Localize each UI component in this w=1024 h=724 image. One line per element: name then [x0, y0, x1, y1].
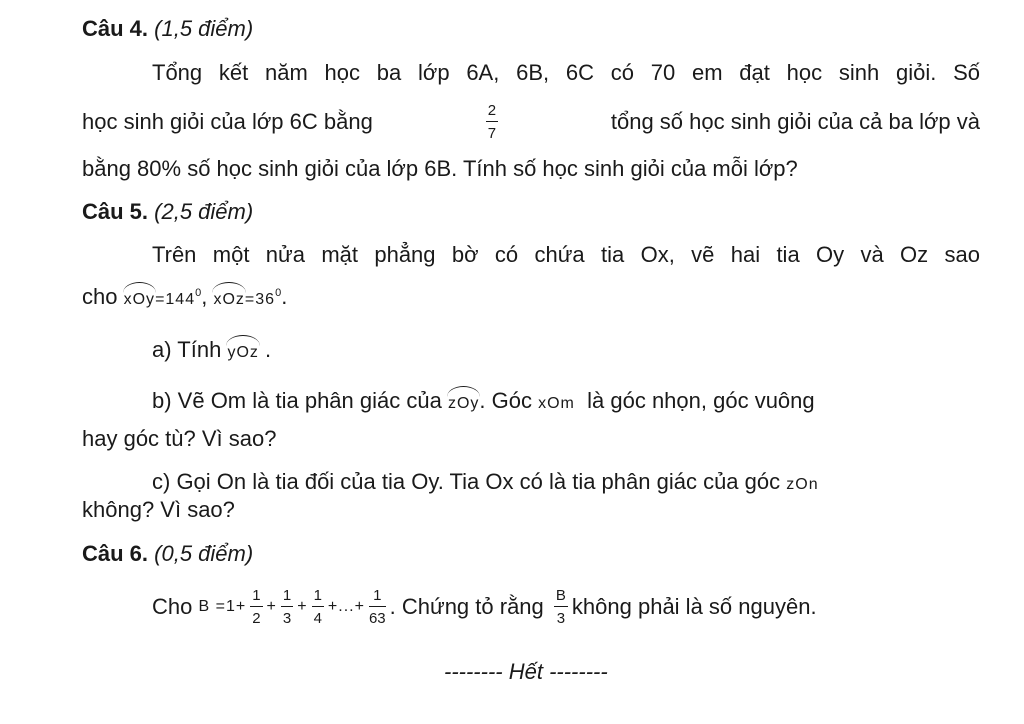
- q5-a-text: a) Tính: [152, 337, 222, 362]
- frac-1-2: [250, 588, 262, 626]
- q5-c-text: c) Gọi On là tia đối của tia Oy. Tia Ox có là tia phân giác của góc: [152, 469, 781, 494]
- frac-1-63: [369, 588, 386, 626]
- q5-cho: cho: [82, 284, 118, 309]
- frac-1-63-den: 63: [368, 610, 386, 627]
- frac-1-4: [312, 588, 324, 626]
- q5-c-line-2: không? Vì sao?: [82, 497, 235, 522]
- angle-xoy: xOy: [123, 291, 156, 308]
- degree-2: 0: [275, 287, 282, 299]
- q6-line: [152, 588, 817, 626]
- frac-1-2-den: 2: [252, 610, 261, 627]
- q6-label: Câu 6.: [82, 541, 149, 566]
- frac-b-3: [554, 588, 568, 626]
- degree-1: 0: [195, 287, 202, 299]
- ellipsis: +...+: [327, 598, 365, 615]
- frac-b-den: 3: [556, 610, 566, 627]
- q4-line-3: bằng 80% số học sinh giỏi của lớp 6B. Tính số học sinh giỏi của mỗi lớp?: [82, 156, 798, 181]
- q5-b-line-2: hay góc tù? Vì sao?: [82, 426, 277, 451]
- q4-line-2: [82, 103, 980, 141]
- q5-heading: [82, 199, 253, 225]
- frac-1-2-num: 1: [250, 588, 262, 607]
- q4-frac-den: 7: [487, 125, 497, 142]
- q5-part-b: [152, 388, 815, 414]
- q4-line-1: Tổng kết năm học ba lớp 6A, 6B, 6C có 70 em đạt học sinh giỏi. Số: [152, 60, 980, 85]
- frac-1-4-num: 1: [312, 588, 324, 607]
- angle-xoy-value: =144: [155, 291, 196, 308]
- q5-b-text: b) Vẽ Om là tia phân giác của: [152, 388, 442, 413]
- q6-mid: . Chứng tỏ rằng: [389, 594, 544, 619]
- q6-suffix: không phải là số nguyên.: [571, 594, 817, 619]
- q4-label: Câu 4.: [82, 16, 149, 41]
- frac-1-3-num: 1: [281, 588, 293, 607]
- q4-heading: [82, 16, 253, 42]
- angle-zoy: zOy: [447, 395, 480, 412]
- q4-frac-num: 2: [486, 103, 498, 122]
- q6-cho: Cho: [152, 594, 193, 619]
- expr-b-start: B =1+: [198, 598, 247, 615]
- frac-b-num: B: [554, 588, 568, 607]
- q6-points: (0,5 điểm): [154, 541, 254, 566]
- frac-1-63-num: 1: [369, 588, 386, 607]
- angle-zon: zOn: [786, 476, 819, 493]
- angle-xoz: xOz: [213, 291, 245, 308]
- q5-line-2: cho $xOy=144^0$, $xOz=36^0$.: [82, 284, 288, 309]
- q6-heading: [82, 541, 253, 567]
- frac-1-3-den: 3: [282, 610, 292, 627]
- q4-points: (1,5 điểm): [154, 16, 254, 41]
- angle-xoz-value: =36: [244, 291, 276, 308]
- frac-1-4-den: 4: [313, 610, 322, 627]
- angle-yoz: yOz: [227, 344, 259, 361]
- q5-points: (2,5 điểm): [154, 199, 254, 224]
- q5-line-1: Trên một nửa mặt phẳng bờ có chứa tia Ox, vẽ hai tia Oy và Oz sao: [152, 242, 980, 267]
- angle-xom: xOm: [538, 395, 575, 412]
- q5-part-c: [152, 469, 819, 495]
- end-marker: -------- Hết --------: [444, 659, 608, 684]
- q5-label: Câu 5.: [82, 199, 149, 224]
- q5-b-suffix: là góc nhọn, góc vuông: [587, 388, 815, 413]
- q5-part-a: a) Tính yOz .: [152, 337, 272, 362]
- plus-2: +: [297, 598, 308, 615]
- q4-line-2a: học sinh giỏi của lớp 6C bằng: [82, 109, 373, 134]
- q4-line-2b: tổng số học sinh giỏi của cả ba lớp và: [610, 109, 980, 134]
- plus-1: +: [266, 598, 277, 615]
- q5-b-mid: . Góc: [479, 388, 532, 413]
- frac-1-3: [281, 588, 293, 626]
- q4-fraction: [486, 103, 498, 141]
